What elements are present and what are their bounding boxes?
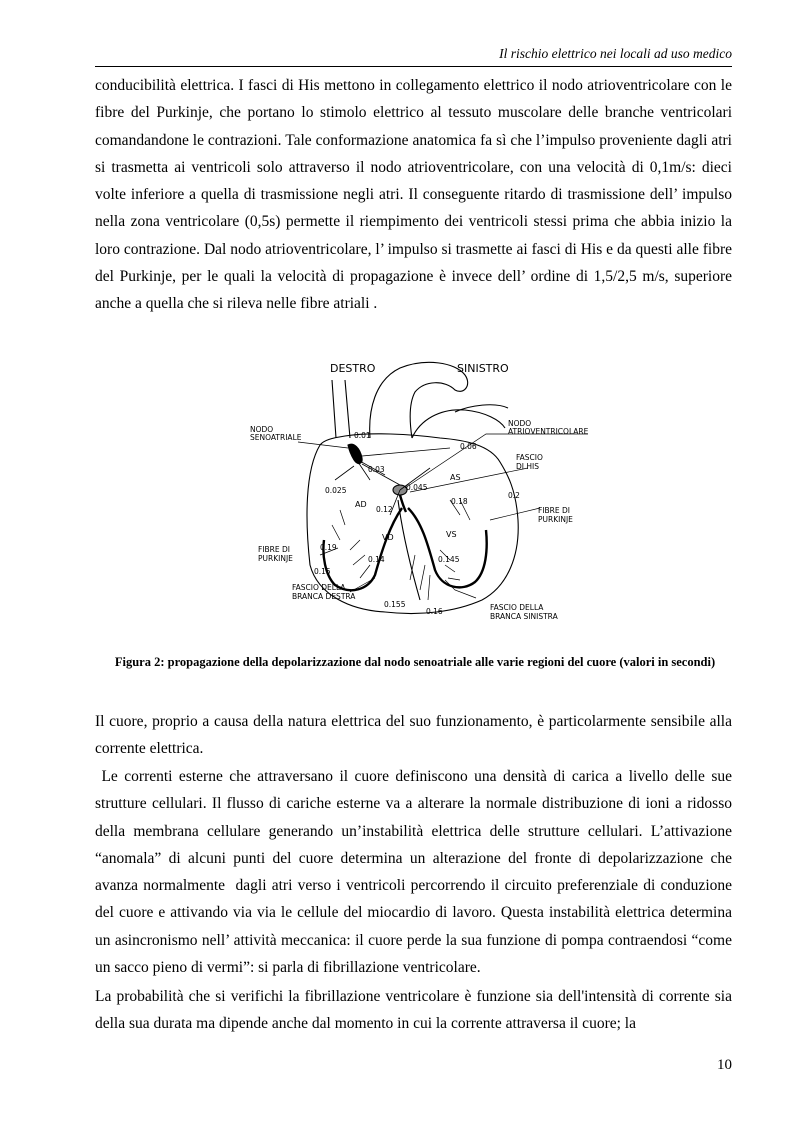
label-fibre-purkinje-dx-1: FIBRE DI (258, 545, 290, 554)
time-014: 0.14 (368, 555, 385, 564)
header-divider (95, 66, 732, 67)
label-nodo-atrio-2: ATRIOVENTRICOLARE (508, 427, 589, 436)
label-nodo-senoatriale-2: SENOATRIALE (250, 433, 302, 442)
figure-caption: Figura 2: propagazione della depolarizzazione dal nodo senoatriale alle varie regioni del cuore (valori in secondi) (114, 655, 716, 669)
vena-cava (332, 380, 350, 438)
label-sinistro: SINISTRO (457, 362, 509, 375)
time-015: 0.15 (314, 567, 331, 576)
label-branca-sinistra-1: FASCIO DELLA (490, 603, 544, 612)
body-paragraph-3: Le correnti esterne che attraversano il cuore definiscono una densità di carica a livello delle sue strutture cellulari. Il flusso di cariche esterne va a alterare la normale distribuzione di ioni a ridosso della membrana cellulare generando un’instabilità elettrica delle strutture cellulari. L’attivazione “anomala” di alcuni punti del cuore determina un alterazione del fronte di depolarizzazione che avanza normalmente dagli atri verso i ventricoli percorrendo il circuito preferenziale di conduzione del cuore e attivando via via le cellule del miocardio di lavoro. Questa instabilità elettrica determina un asincronismo nell’ attività meccanica: il cuore perde la sua funzione di pompa contraendosi “come un sacco pieno di vermi”: si parla di fibrillazione ventricolare. (95, 768, 736, 977)
body-paragraph-2: Il cuore, proprio a causa della natura elettrica del suo funzionamento, è particolarmente sensibile alla corrente elettrica. (95, 713, 732, 758)
time-001: 0.01 (354, 431, 371, 440)
label-fibre-purkinje-sx-1: FIBRE DI (538, 506, 570, 515)
time-0045: 0.045 (406, 483, 428, 492)
label-fascio-his-1: FASCIO (516, 453, 543, 462)
time-016: 0.16 (426, 607, 443, 616)
time-018: 0.18 (451, 497, 468, 506)
label-branca-destra-2: BRANCA DESTRA (292, 592, 356, 601)
page-number: 10 (717, 1057, 732, 1073)
body-paragraph-4: La probabilità che si verifichi la fibrillazione ventricolare è funzione sia dell'intensità di corrente sia della sua durata ma dipende anche dal momento in cui la corrente attraversa il cuore; la (95, 988, 732, 1033)
heart-diagram (250, 350, 590, 625)
time-0155: 0.155 (384, 600, 406, 609)
left-bundle-branch (408, 508, 487, 587)
label-destro: DESTRO (330, 362, 376, 375)
label-fascio-his-2: DI HIS (516, 462, 539, 471)
label-branca-destra-1: FASCIO DELLA (292, 583, 346, 592)
heart-conduction-figure (250, 350, 590, 625)
time-019: 0.19 (320, 543, 337, 552)
time-012: 0.12 (376, 505, 393, 514)
label-ad: AD (355, 500, 367, 509)
running-header: Il rischio elettrico nei locali ad uso medico (499, 46, 732, 61)
time-0145: 0.145 (438, 555, 460, 564)
label-vd: VD (382, 533, 394, 542)
body-paragraph-1: conducibilità elettrica. I fasci di His mettono in collegamento elettrico il nodo atrioventricolare con le fibre del Purkinje, che portano lo stimolo elettrico al tessuto muscolare delle branche ventricolari comandandone le contrazioni. Tale conformazione anatomica fa sì che l’impulso proveniente dagli atri si trasmetta ai ventricoli solo attraverso il nodo atrioventricolare, con una velocità di 0,1m/s: dieci volte inferiore a quella di trasmissione negli atri. Il conseguente ritardo di trasmissione dell’ impulso nella zona ventricolare (0,5s) permette il riempimento dei ventricoli stessi prima che abbia inizio la loro contrazione. Dal nodo atrioventricolare, l’ impulso si trasmette ai fasci di His e da questi alle fibre del Purkinje, per le quali la velocità di propagazione è invece dell’ ordine di 1,5/2,5 m/s, superiore anche a quella che si rileva nelle fibre atriali . (95, 77, 732, 313)
label-vs: VS (446, 530, 457, 539)
time-003: 0.03 (368, 465, 385, 474)
left-atrium-top (455, 405, 508, 412)
label-branca-sinistra-2: BRANCA SINISTRA (490, 612, 558, 621)
label-fibre-purkinje-sx-2: PURKINJE (538, 515, 573, 524)
time-006: 0.06 (460, 442, 477, 451)
label-nodo-atrio-1: NODO (508, 419, 532, 428)
label-fibre-purkinje-dx-2: PURKINJE (258, 554, 293, 563)
time-0025: 0.025 (325, 486, 347, 495)
label-as: AS (450, 473, 461, 482)
time-02: 0.2 (508, 491, 520, 500)
label-nodo-senoatriale-1: NODO (250, 425, 274, 434)
septum (398, 500, 420, 600)
